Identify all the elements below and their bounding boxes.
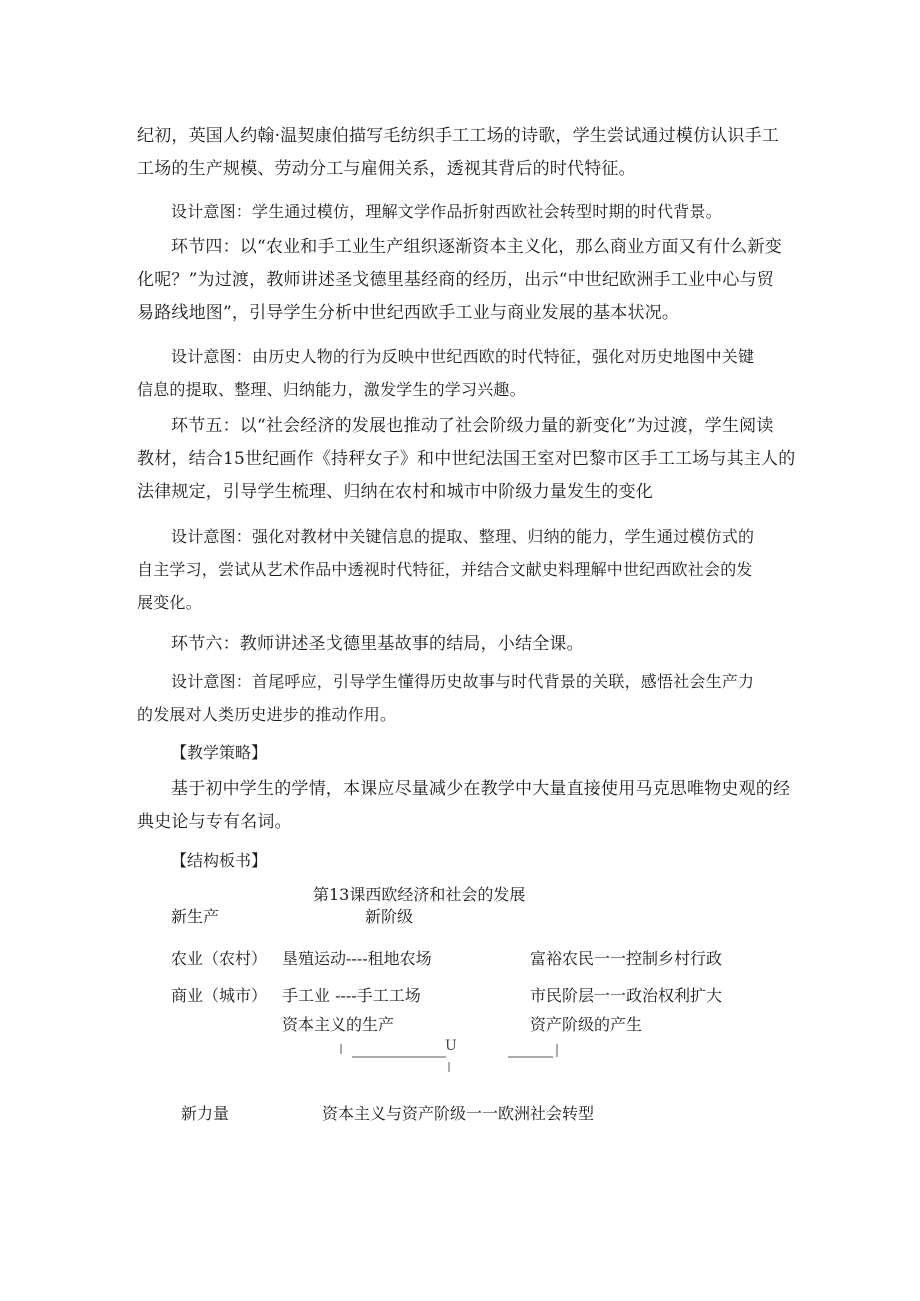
board-row-commerce-class: 市民阶层一一政治权利扩大	[530, 986, 723, 1005]
text-line: 易路线地图”，引导学生分析中世纪西欧手工业与商业发展的基本状况。	[137, 303, 680, 323]
text-line: 教材，结合15世纪画作《持秤女子》和中世纪法国王室对巴黎市区手工工场与其主人的	[137, 449, 796, 469]
text-line: 工场的生产规模、劳动分工与雇佣关系，透视其背后的时代特征。	[137, 159, 636, 179]
text-line: 设计意图：强化对教材中关键信息的提取、整理、归纳的能力，学生通过模仿式的	[171, 527, 755, 546]
board-title: 第13课西欧经济和社会的发展	[313, 885, 526, 904]
bracket-merge-mark: U	[445, 1038, 457, 1054]
text-line: 基于初中学生的学情，本课应尽量减少在教学中大量直接使用马克思唯物史观的经	[171, 779, 791, 799]
text-line: 环节五：以“社会经济的发展也推动了社会阶级力量的新变化”为过渡，学生阅读	[171, 416, 774, 436]
text-line: 设计意图：学生通过模仿，理解文学作品折射西欧社会转型时期的时代背景。	[171, 202, 722, 221]
heading-teaching-strategy: 【教学策略】	[171, 743, 268, 762]
text-line: 设计意图：首尾呼应，引导学生懂得历史故事与时代背景的关联，感悟社会生产力	[171, 672, 755, 691]
board-row-agriculture-production: 垦殖运动----租地农场	[282, 949, 432, 968]
text-line: 展变化。	[137, 593, 202, 612]
heading-board-structure: 【结构板书】	[171, 851, 268, 870]
text-line: 环节四：以“农业和手工业生产组织逐渐资本主义化，那么商业方面又有什么新变	[171, 237, 782, 257]
board-col-new-class: 新阶级	[365, 907, 414, 926]
text-line: 化呢？”为过渡，教师讲述圣戈德里基经商的经历，出示“中世纪欧洲手工业中心与贸	[137, 270, 774, 290]
board-row-commerce-production: 手工业 ----手工工场	[282, 986, 421, 1005]
board-row-agriculture-class: 富裕农民一一控制乡村行政	[530, 949, 723, 968]
text-line: 信息的提取、整理、归纳能力，激发学生的学习兴趣。	[137, 380, 526, 399]
text-line: 法律规定，引导学生梳理、归纳在农村和城市中阶级力量发生的变化	[137, 482, 653, 502]
text-line: 自主学习，尝试从艺术作品中透视时代特征，并结合文献史料理解中世纪西欧社会的发	[137, 560, 753, 579]
text-line: 纪初，英国人约翰·温契康伯描写毛纺织手工工场的诗歌，学生尝试通过模仿认识手工	[137, 126, 780, 146]
board-row-agriculture-label: 农业（农村）	[171, 949, 268, 968]
text-line: 典史论与专有名词。	[137, 812, 292, 832]
board-new-force-label: 新力量	[181, 1104, 230, 1123]
board-conclusion: 资本主义与资产阶级一一欧洲社会转型	[322, 1104, 595, 1123]
board-bourgeoisie-emergence: 资产阶级的产生	[530, 1015, 643, 1034]
text-line: 环节六：教师讲述圣戈德里基故事的结局，小结全课。	[171, 634, 584, 654]
board-row-commerce-label: 商业（城市）	[171, 986, 268, 1005]
text-line: 设计意图：由历史人物的行为反映中世纪西欧的时代特征，强化对历史地图中关键	[171, 347, 755, 366]
text-line: 的发展对人类历史进步的推动作用。	[137, 705, 397, 724]
board-col-new-production: 新生产	[171, 907, 220, 926]
board-capitalist-production: 资本主义的生产	[282, 1015, 395, 1034]
